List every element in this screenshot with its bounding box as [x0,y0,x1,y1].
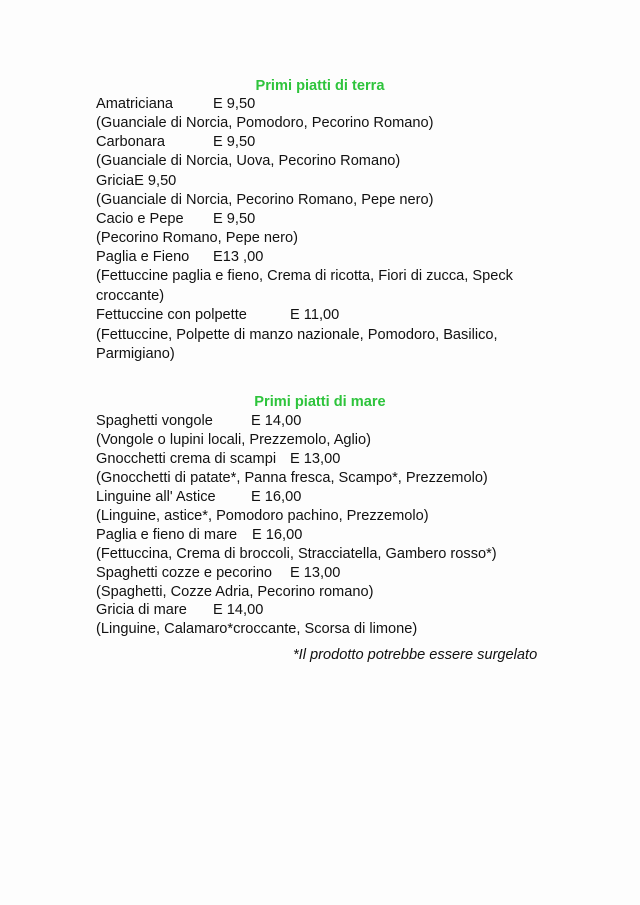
section-title-mare: Primi piatti di mare [254,394,386,410]
menu-item-name [96,450,341,468]
menu-item-name [96,412,302,430]
item-price: E 16,00 [252,527,303,543]
item-name: Spaghetti cozze e pecorino [96,565,273,581]
item-name: Spaghetti vongole [96,413,213,429]
menu-item-description: (Guanciale di Norcia, Uova, Pecorino Romano) [96,153,401,169]
item-price: E 9,50 [213,211,256,227]
menu-item-description: (Guanciale di Norcia, Pomodoro, Pecorino Romano) [96,115,434,131]
item-name: Gnocchetti crema di scampi [96,451,277,467]
menu-item-name [96,601,264,619]
footnote: *Il prodotto potrebbe essere surgelato [293,647,538,663]
menu-item-description: (Fettuccina, Crema di broccoli, Stracciatella, Gambero rosso*) [96,546,497,562]
item-name: Cacio e Pepe [96,211,184,227]
item-price: E 13,00 [290,451,341,467]
item-name: Carbonara [96,134,165,150]
menu-item-name [96,564,341,582]
menu-item-name [96,526,303,544]
item-name: Fettuccine con polpette [96,307,247,323]
item-name: Gricia di mare [96,602,187,618]
menu-item-name [96,248,264,266]
menu-item-description: Parmigiano) [96,346,175,362]
item-name: Paglia e Fieno [96,249,190,265]
menu-item-description: (Gnocchetti di patate*, Panna fresca, Scampo*, Prezzemolo) [96,470,488,486]
item-name: Gricia [96,173,135,189]
menu-item-description: (Linguine, Calamaro*croccante, Scorsa di limone) [96,621,418,637]
menu-item-name [96,488,302,506]
item-price: E 9,50 [213,96,256,112]
menu-item-description: (Fettuccine paglia e fieno, Crema di ricotta, Fiori di zucca, Speck [96,268,513,284]
menu-item-description: (Fettuccine, Polpette di manzo nazionale, Pomodoro, Basilico, [96,327,498,343]
item-name: Linguine all' Astice [96,489,216,505]
menu-item-description: (Pecorino Romano, Pepe nero) [96,230,298,246]
item-price: E 9,50 [213,134,256,150]
item-name: Amatriciana [96,96,174,112]
item-price: E 14,00 [213,602,264,618]
menu-item-name [96,133,256,151]
menu-item-name [96,172,176,190]
item-price: E 16,00 [251,489,302,505]
item-price: E 9,50 [134,173,177,189]
item-price: E 14,00 [251,413,302,429]
item-price: E 13,00 [290,565,341,581]
menu-item-name [96,306,340,324]
menu-item-description: (Guanciale di Norcia, Pecorino Romano, Pepe nero) [96,192,434,208]
menu-item-description: (Linguine, astice*, Pomodoro pachino, Prezzemolo) [96,508,429,524]
section-title-terra: Primi piatti di terra [255,78,385,94]
menu-item-description: (Spaghetti, Cozze Adria, Pecorino romano) [96,584,374,600]
menu-item-description: (Vongole o lupini locali, Prezzemolo, Aglio) [96,432,372,448]
item-price: E13 ,00 [213,249,264,265]
menu-item-description: croccante) [96,288,165,304]
item-name: Paglia e fieno di mare [96,527,238,543]
item-price: E 11,00 [290,307,340,323]
menu-item-name [96,210,256,228]
menu-item-name [96,95,256,113]
